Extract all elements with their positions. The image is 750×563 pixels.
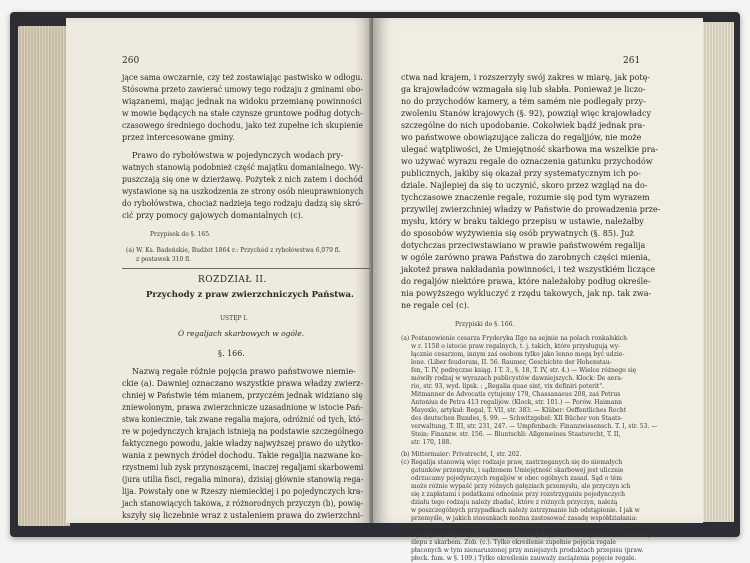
- text-line: watnych stanowią podobnież część majątku domanialnego. Wy-: [122, 163, 364, 172]
- text-line: lija. Powstały one w Rzeszy niemieckiej i po pojedynczych kra-: [122, 487, 364, 496]
- text-line: tychczasowe znaczenie regale, rozumie się pod tym wyrazem: [401, 193, 650, 202]
- text-line: wo państwowe obowiązujące zalicza do regaljjów, nie może: [401, 133, 642, 142]
- text-line: wo używać wyrazu regale do oznaczenia gatunku przychodów: [401, 157, 653, 166]
- footnote-line: przemyśle, w jakich stosunkach można zastosować zasadę współdziałania:: [411, 515, 638, 522]
- footnote-line: (b) Mittermaier: Privatrecht, I, str. 202.: [401, 451, 522, 458]
- text-line: ckie (a). Dawniej oznaczano wszystkie prawa władzy zwierz-: [122, 379, 364, 388]
- text-line: re w pojedynczych krajach istnieją na podstawie szczególnego: [122, 427, 364, 436]
- text-line: kszyły się liczebnie wraz z ustaleniem prawa do zwierzchni-: [122, 511, 363, 520]
- right-page: [373, 18, 703, 562]
- text-line: publicznych, jakiby się okazał przy systematycznym ich po-: [401, 169, 641, 178]
- footnote-title: Przypiski do §. 166.: [455, 321, 515, 328]
- footnote-line: płock. fum. w §. 109.) Tylko określenie zauważy zaciążenia pojęcie regale.: [411, 555, 637, 562]
- footnote-line: ślepu z skarbem. Zob. (c.). Tylko określenie zupełnie pojęcia regale: [411, 539, 616, 546]
- text-line: jach stanowiących takowa, z różnorodnych przyczyn (b), powię-: [122, 499, 364, 508]
- text-line: Nazwą regale różnie pojęcia prawo państwowe niemie-: [132, 367, 356, 376]
- footnote-line: szczególnie ze względu na prawo przymusowe obywatelskie w nauce, który: [411, 523, 641, 530]
- text-line: wania z pewnych źródeł dochodu. Takie regaljia nazwane ko-: [122, 451, 363, 460]
- text-line: przywilej zwierzchniej władzy w Państwie do prowadzenia prze-: [401, 205, 661, 214]
- footnote-line: des deutschen Bundes, §. 99. — Schwitzgebel: XII Bücher von Staats-: [411, 415, 623, 422]
- text-line: w ogóle zarówno prawa Państwa do zarobnych części mienia,: [401, 253, 651, 262]
- text-line: chniej w Państwie tém mianem, przyczém jednak widziano się: [122, 391, 363, 400]
- text-line: rzystnemi lub zysk przynoszącemi, inaczej regaljami skarbowemi: [122, 463, 364, 472]
- text-line: do regaljów niektóre prawa, które należałoby podług określe-: [401, 277, 651, 286]
- footnote-line: płaconych w tym nienaruszonej przy mniejszych produktach przepisu (praw.: [411, 547, 644, 554]
- text-line: do sposobów wyżywienia się osób prywatnych (§. 85). Już: [401, 229, 634, 238]
- text-line: do rybołówstwa, chociaż nadzieja tego rodzaju dadzą się skró-: [122, 199, 363, 208]
- paragraph-number: §. 166.: [218, 349, 245, 358]
- footnote-line: łącznie cesarzom, innym zaś osobom tylko jako lenno mogą być udzie-: [411, 351, 625, 358]
- text-line: wystawione są na uszkodzenia ze strony osób nieuprawnionych: [122, 187, 364, 196]
- text-line: zniewolonym, prawa zwierzchnicze uzasadnione w istocie Pań-: [122, 403, 363, 412]
- text-line: dziale. Najlepiej da się to uczynić, skoro przez wzgląd na do-: [401, 181, 648, 190]
- footnote-line: lone. (Liber feudorum, II. 56. Raumer, Geschichte der Hohenstau-: [411, 359, 612, 366]
- page-number: 261: [623, 56, 641, 66]
- footnote-line: fen, T. IV, podręczne ksiąg. I T. 3., §. 18, T. IV, str. 4.) — Wielce różnego się: [411, 367, 637, 374]
- page-number: 260: [122, 56, 140, 66]
- text-line: jakoteż prawa nakładania powinności, i też wszystkiém liczące: [401, 265, 656, 274]
- text-line: w mowie będących na stałe czynsze gruntowe podług dotych-: [122, 109, 363, 118]
- footnote-line: str. 170, 188.: [411, 439, 452, 446]
- footnote-line: z postawek 310 fl.: [136, 256, 192, 263]
- text-line: nia powyższego wykluczyć z rzędu takowych, jak np. tak zwa-: [401, 289, 652, 298]
- text-line: przez intercesowane gminy.: [122, 133, 235, 142]
- footnote-line: verwaltung, T. III, str. 231, 247. — Umpfenbach: Finanzwissensch. T. I, str. 53. —: [411, 423, 658, 430]
- footnote-line: się z zapłatami i podatkami odnośnie przy rozstrzyganiu pojedynczych: [411, 491, 626, 498]
- footnote-line: działu tego rodzaju należy zbadać, które z różnych przyczyn, należą: [411, 499, 618, 506]
- text-line: puszczają się one w dzierżawę. Pożytek z nich zatem i dochód: [122, 175, 363, 184]
- page-edges-left: [18, 26, 70, 526]
- text-line: dotychczas przeciwstawiano w prawie państwowém regalija: [401, 241, 646, 250]
- text-line: ctwa nad krajem, i rozszerzyły swój zakres w miarę, jak potę-: [401, 73, 651, 82]
- footnote-line: Antonius de Petra 413 regalijów. (Klock, str. 101.) — Porów. Haimann: [411, 399, 623, 406]
- chapter-heading: ROZDZIAŁ II.: [198, 275, 267, 285]
- footnote-line: (c) Regalija stanowią więc rodzaje praw, zastrzeganych się do niemałych: [401, 459, 623, 466]
- text-line: faktycznego powodu, jakie władzy najwyższej prawo do użytko-: [122, 439, 363, 448]
- text-line: jące sama owczarnie, czy też zostawiając pastwisko w odłogu.: [122, 73, 363, 82]
- footnote-line: rio, str. 93, wyd. lipsk. : „Regalia quae sint, vix definiri poterit".: [411, 383, 604, 390]
- chapter-title: Przychody z praw zwierzchniczych Państwa.: [146, 290, 354, 300]
- text-line: Stósowna przeto zawierać umowy tego rodzaju z gminami obo-: [122, 85, 363, 94]
- footnote-line: w r. 1158 o istocie praw regalnych, t. j. takich, które przysługują wy-: [411, 343, 621, 350]
- divider: [122, 268, 370, 269]
- text-line: szczególne do nich upodobanie. Cokolwiek bądź jednak pra-: [401, 121, 646, 130]
- left-page: [66, 18, 373, 523]
- text-line: ga krajowładców wzmagała się lub słabła. Ponieważ je liczo-: [401, 85, 646, 94]
- text-line: no do przychodów kamery, a tém samém nie podlegały przy-: [401, 97, 646, 106]
- section-title: O regaljach skarbowych w ogóle.: [178, 329, 305, 338]
- text-line: ulegać wątpliwości, że Umiejętność skarbowa ma wszelkie pra-: [401, 145, 659, 154]
- footnote-line: mówiły rodzaj w wyrazach publicystów dawniejszych. Klock: De aera-: [411, 375, 623, 382]
- footnote-line: Mitmanner de Advocatis cytujemy 179, Chassanaeus 208, zaś Petrus: [411, 391, 621, 398]
- text-line: mysłu, który w braku takiego przepisu w ustawie, należałby: [401, 217, 644, 226]
- footnote-line: (a) W. Ks. Badeńskie, Budżet 1864 r.: Przychód z rybołówstwa 6,079 fl.: [126, 247, 341, 254]
- text-line: czasowego średniego dochodu, jako też zupełne ich skupienie: [122, 121, 363, 130]
- page-edges-right: [700, 22, 734, 522]
- footnote-line: (a) Postanowienie cesarza Fryderyka IIgo na sejmie na polach ronkalskich: [401, 335, 628, 342]
- footnote-line: może różnie wypaść przy różnych gałęziach przemysłu, ale przyczyn ich: [411, 483, 631, 490]
- footnote-line: odrzucamy pojedynczych regaljów w obec ogólnych zasad. Sąd o tém: [411, 475, 622, 482]
- text-line: (jura utilia fisci, regalia minora), dzisiaj głównie stanowią rega-: [122, 475, 364, 484]
- text-line: cić przy pomocy gajowych domanialnych (c).: [122, 211, 304, 220]
- text-line: stwa koniecznie, tak zwane regalia majora, odróżnić od tych, któ-: [122, 415, 363, 424]
- footnote-line: w poszczególnych przypadkach należy zatrzymanie lub odstąpienie. I jak w: [411, 507, 640, 514]
- text-line: zwoleniu Stanów krajowych (§. 92), powziął więc krajowładcy: [401, 109, 651, 118]
- text-line: Prawo do rybołówstwa w pojedynczych wodach pry-: [132, 151, 344, 160]
- footnote-line: wymaganiu, wymagało też skrócenia w ogólnych Państwie jakie. W. I. w zasady: [411, 531, 652, 538]
- footnote-line: Stein: Finanzw. str. 156. — Bluntschli: Allgemeines Staatsrecht, T. II,: [411, 431, 621, 438]
- footnote-title: Przypisek do §. 165.: [150, 231, 211, 238]
- footnote-line: Mayoxlo, artykuł: Regal, T. VII, str. 383. — Klüber: Oeffentliches Recht: [411, 407, 627, 414]
- text-line: ne regale cel (c).: [401, 301, 470, 310]
- text-line: wiązanemi, mając jednak na widoku przemianę powinności: [122, 97, 362, 106]
- section-heading: USTĘP I.: [220, 315, 248, 322]
- footnote-line: gatunków przemysłu, i sądzonem Umiejętność skarbowej jest ulicznie: [411, 467, 624, 474]
